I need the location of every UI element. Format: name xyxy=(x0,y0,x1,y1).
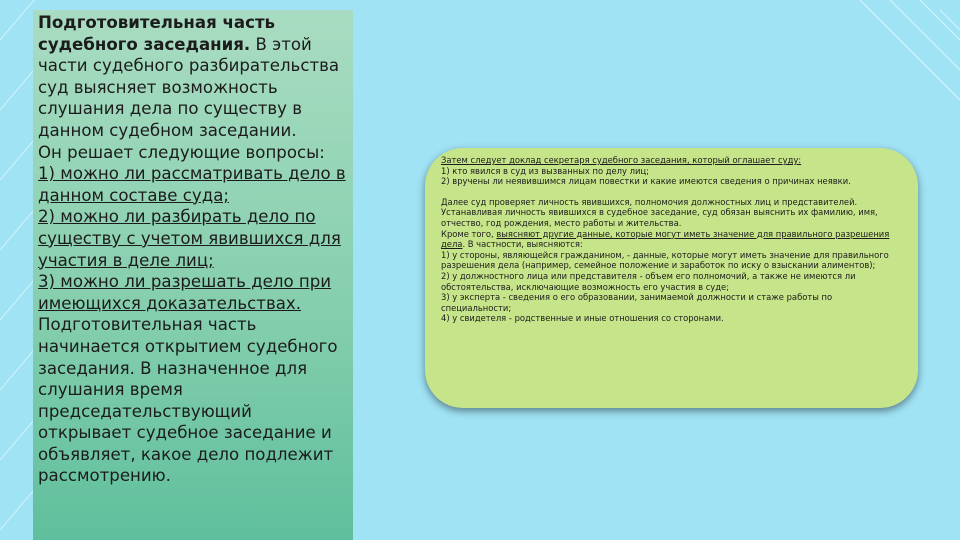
left-text-panel xyxy=(33,10,353,540)
card-identity-details: Устанавливая личность явившихся в судебное заседание, суд обязан выяснить их фамилию, имя, отчество, год рождения, место работы и жительства. xyxy=(441,207,878,228)
question-1: 1) можно ли рассматривать дело в данном составе суда; xyxy=(38,164,346,205)
intro-text: В этой части судебного разбирательства суд выясняет возможность слушания дела по существу в данном судебном заседании. xyxy=(38,34,340,140)
questions-lead: Он решает следующие вопросы: xyxy=(38,142,325,162)
section-title: Подготовительная часть судебного заседания. xyxy=(38,13,276,54)
card-clarify-item-2: 2) у должностного лица или представителя - объем его полномочий, а также не имеются ли обстоятельства, исключающие возможность его участия в суде; xyxy=(441,270,856,292)
left-paragraph-intro xyxy=(38,12,347,142)
secretary-report-card xyxy=(425,148,918,408)
card-clarify-item-1: 1) у стороны, являющейся гражданином, - данные, которые могут иметь значение для правильного разрешения дела (например, семейное положение и заработок по иску о взыскании алиментов); xyxy=(441,249,889,271)
card-report-item-2: 2) вручены ли неявившимся лицам повестки и какие имеются сведения о причинах неявки. xyxy=(441,176,851,187)
closing-text: Подготовительная часть начинается открытием судебного заседания. В назначенное для слушания время председательствующий открывает судебное заседание и объявляет, какое дело подлежит рассмотрению. xyxy=(38,315,338,486)
paragraph-gap xyxy=(441,187,902,197)
card-other-data-underlined: выясняют другие данные, которые могут иметь значение для правильного разрешения дела xyxy=(441,228,890,250)
card-clarify-item-3: 3) у эксперта - сведения о его образовании, занимаемой должности и стаже работы по специальности; xyxy=(441,292,833,313)
card-identity-check: Далее суд проверяет личность явившихся, полномочия должностных лиц и представителей. xyxy=(441,196,858,207)
card-clarify-item-4: 4) у свидетеля - родственные и иные отношения со сторонами. xyxy=(441,313,724,324)
card-report-lead: Затем следует доклад секретаря судебного заседания, который оглашает суду: xyxy=(441,155,802,165)
question-2: 2) можно ли разбирать дело по существу с учетом явившихся для участия в деле лиц; xyxy=(38,207,341,270)
card-report-item-1: 1) кто явился в суд из вызванных по делу лиц; xyxy=(441,165,649,176)
card-other-data-pre: Кроме того, xyxy=(441,228,497,239)
card-other-data-post: . В частности, выясняются: xyxy=(462,239,583,250)
card-other-data xyxy=(441,229,902,250)
question-3: 3) можно ли разрешать дело при имеющихся доказательствах. xyxy=(38,272,332,313)
